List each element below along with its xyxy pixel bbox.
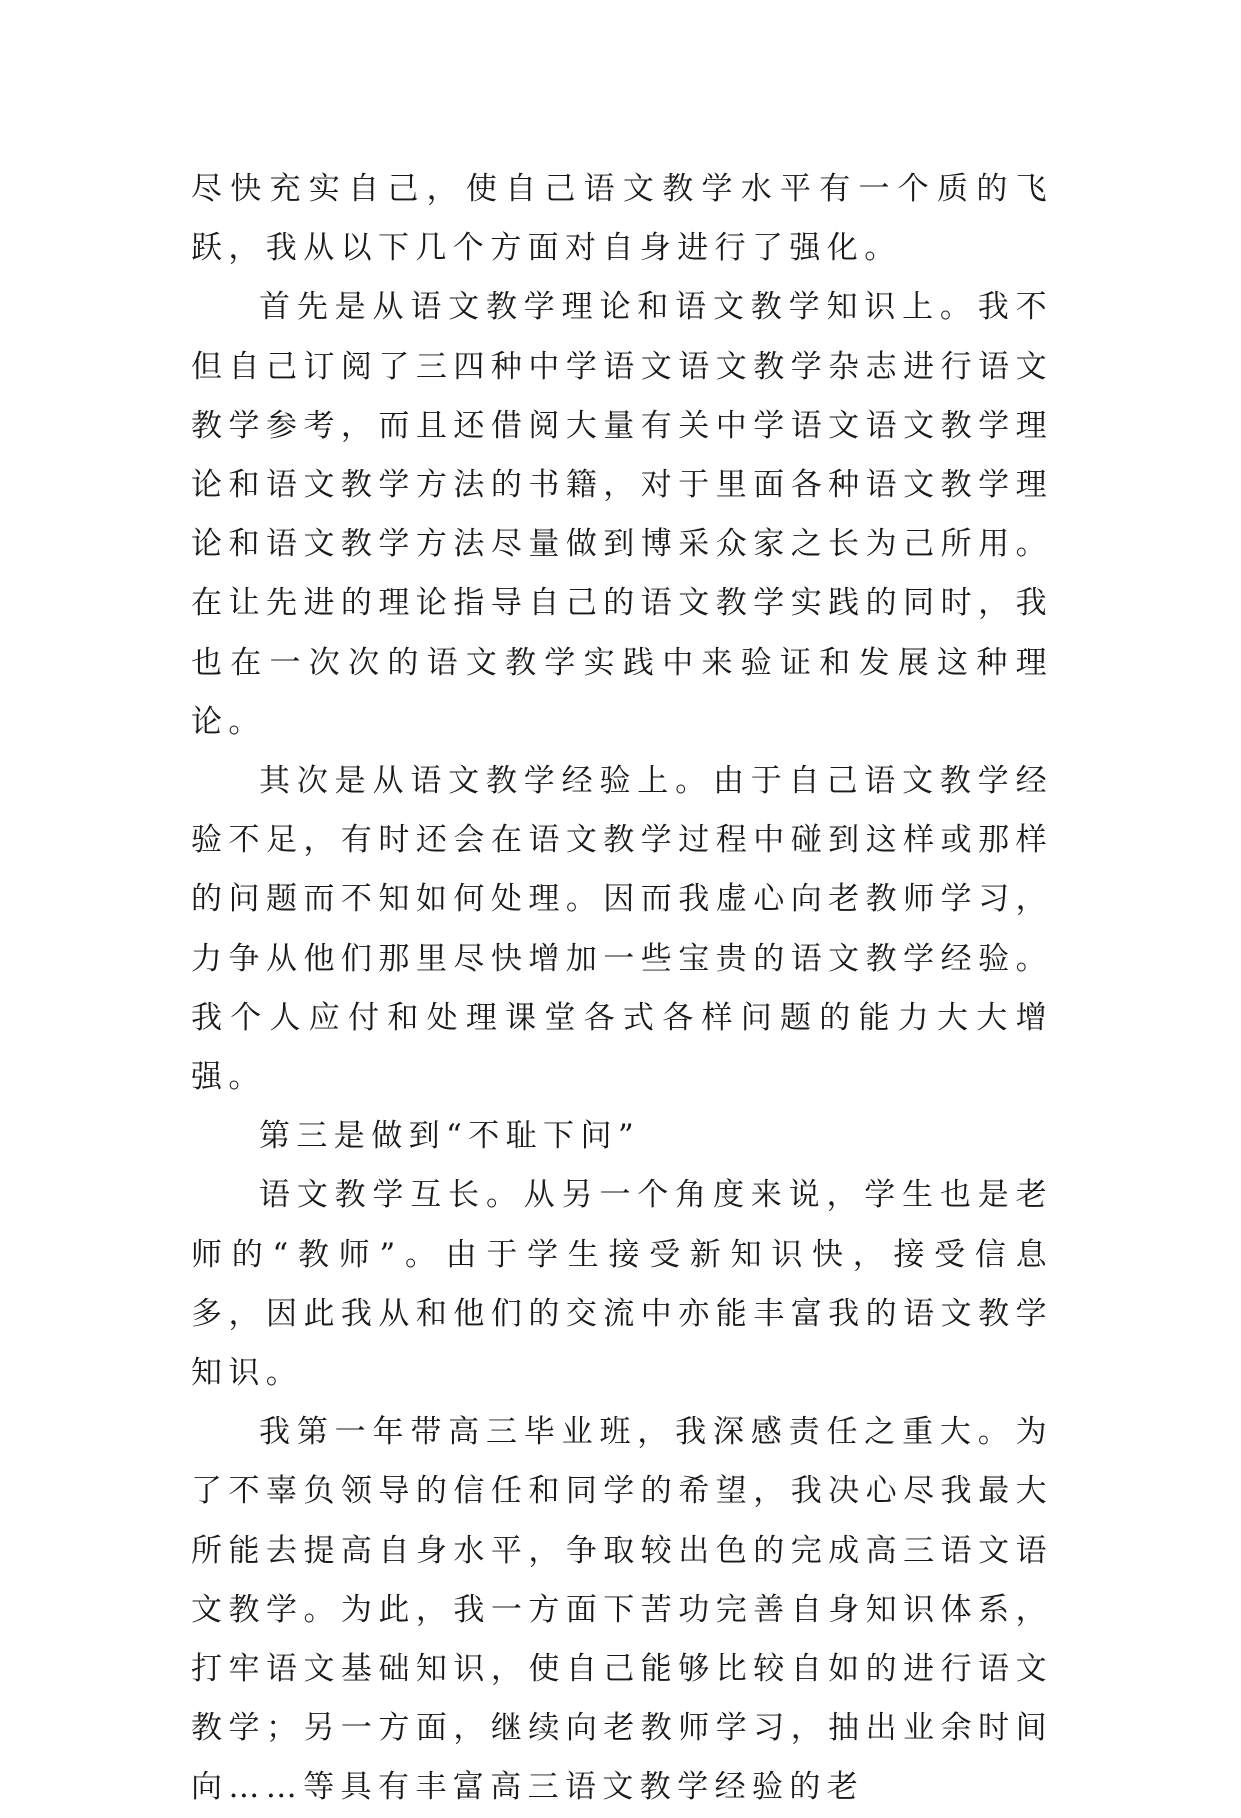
paragraph-continuation: 尽快充实自己，使自己语文教学水平有一个质的飞跃，我从以下几个方面对自身进行了强化。 <box>191 171 1053 267</box>
paragraph-teaching-mutual: 语文教学互长。从另一个角度来说，学生也是老师的“教师”。由于学生接受新知识快，接受信息多，因此我从和他们的交流中亦能丰富我的语文教学知识。 <box>191 1177 1053 1392</box>
paragraph-senior-class: 我第一年带高三毕业班，我深感责任之重大。为了不辜负领导的信任和同学的希望，我决心尽我最大所能去提高自身水平，争取较出色的完成高三语文语文教学。为此，我一方面下苦功完善自身知识体系，打牢语文基础知识，使自己能够比较自如的进行语文教学；另一方面，继续向老教师学习，抽出业余时间向……等具有丰富高三语文教学经验的老 <box>191 1414 1053 1806</box>
paragraph-experience: 其次是从语文教学经验上。由于自己语文教学经验不足，有时还会在语文教学过程中碰到这样或那样的问题而不知如何处理。因而我虚心向老教师学习，力争从他们那里尽快增加一些宝贵的语文教学经验。我个人应付和处理课堂各式各样问题的能力大大增强。 <box>191 763 1053 1096</box>
paragraph-theory: 首先是从语文教学理论和语文教学知识上。我不但自己订阅了三四种中学语文语文教学杂志进行语文教学参考，而且还借阅大量有关中学语文语文教学理论和语文教学方法的书籍，对于里面各种语文教学理论和语文教学方法尽量做到博采众家之长为己所用。在让先进的理论指导自己的语文教学实践的同时，我也在一次次的语文教学实践中来验证和发展这种理论。 <box>191 289 1053 740</box>
document-body <box>191 160 1053 1818</box>
paragraph-heading-third: 第三是做到“不耻下问” <box>259 1118 641 1155</box>
